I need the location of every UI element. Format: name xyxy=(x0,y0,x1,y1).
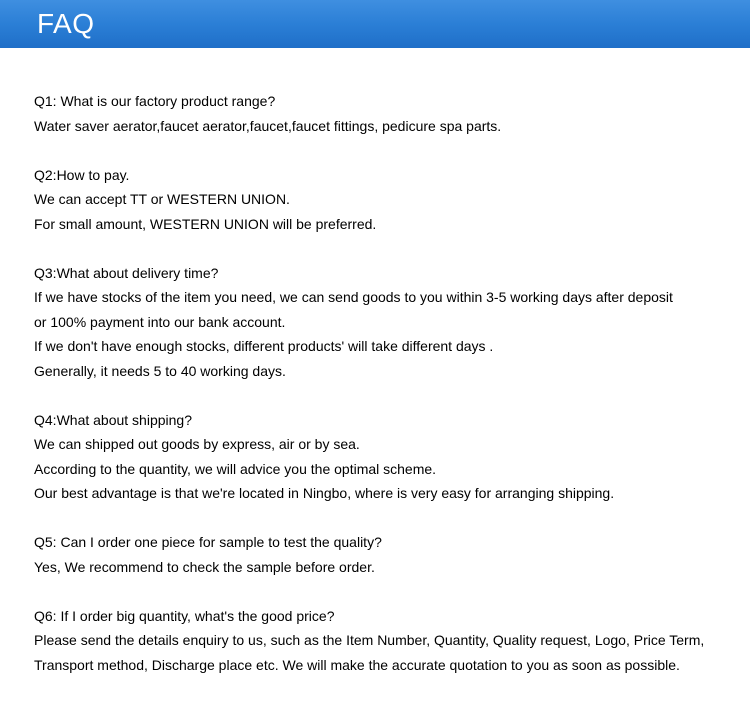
faq-answer-line: Our best advantage is that we're located in Ningbo, where is very easy for arranging shipping. xyxy=(34,485,615,501)
faq-answer-line: Generally, it needs 5 to 40 working days. xyxy=(34,362,286,379)
faq-answer-line: Yes, We recommend to check the sample before order. xyxy=(34,558,375,575)
faq-item-q2 xyxy=(34,163,734,237)
faq-item-q4 xyxy=(34,408,734,506)
faq-question: Q6: If I order big quantity, what's the good price? xyxy=(34,607,335,624)
faq-answer-line: Water saver aerator,faucet aerator,faucet,faucet fittings, pedicure spa parts. xyxy=(34,117,502,134)
faq-item-q1 xyxy=(34,89,734,138)
faq-question: Q3:What about delivery time? xyxy=(34,264,219,281)
faq-answer-line: Please send the details enquiry to us, such as the Item Number, Quantity, Quality request, Logo, Price Term, xyxy=(34,632,705,648)
faq-answer-line: If we have stocks of the item you need, we can send goods to you within 3-5 working days after deposit xyxy=(34,289,673,305)
faq-header-banner xyxy=(0,0,750,48)
faq-question: Q2:How to pay. xyxy=(34,166,130,183)
faq-list xyxy=(34,89,734,702)
faq-answer-line: For small amount, WESTERN UNION will be preferred. xyxy=(34,215,377,232)
faq-answer-line: or 100% payment into our bank account. xyxy=(34,313,286,330)
faq-answer-line: We can accept TT or WESTERN UNION. xyxy=(34,191,290,207)
faq-question: Q1: What is our factory product range? xyxy=(34,93,276,109)
faq-answer-line: Transport method, Discharge place etc. We will make the accurate quotation to you as soon as possible. xyxy=(34,656,680,673)
faq-item-q5 xyxy=(34,530,734,579)
page-title: FAQ xyxy=(37,8,95,39)
faq-answer-line: According to the quantity, we will advice you the optimal scheme. xyxy=(34,460,437,477)
faq-item-q3 xyxy=(34,261,734,384)
faq-item-q6 xyxy=(34,604,734,678)
faq-answer-line: We can shipped out goods by express, air or by sea. xyxy=(34,436,360,452)
faq-question: Q4:What about shipping? xyxy=(34,411,192,428)
faq-question: Q5: Can I order one piece for sample to test the quality? xyxy=(34,534,382,550)
faq-answer-line: If we don't have enough stocks, different products' will take different days . xyxy=(34,338,494,354)
